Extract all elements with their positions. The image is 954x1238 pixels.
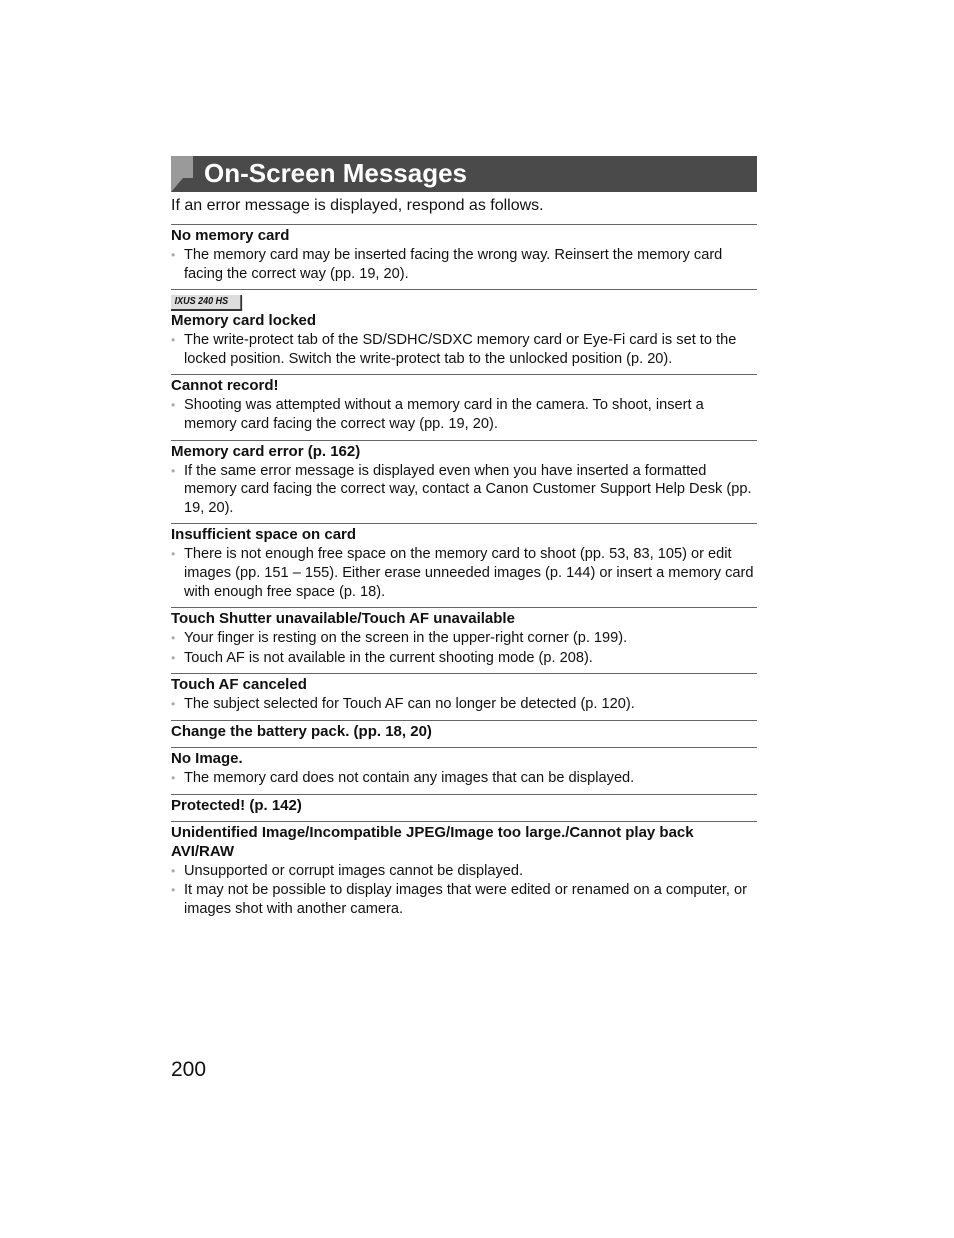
- bullet-item: • The memory card may be inserted facing the wrong way. Reinsert the memory card facing the correct way (pp. 19, 20).: [171, 246, 757, 283]
- bullet-item: • The subject selected for Touch AF can no longer be detected (p. 120).: [171, 695, 757, 714]
- bullet-item: • Unsupported or corrupt images cannot be displayed.: [171, 862, 757, 881]
- bullet-item: • Shooting was attempted without a memory card in the camera. To shoot, insert a memory card facing the correct way (pp. 19, 20).: [171, 396, 757, 433]
- message-title: Protected! (p. 142): [171, 796, 302, 814]
- message-title: Touch Shutter unavailable/Touch AF unavailable: [171, 610, 515, 628]
- message-section: [171, 374, 757, 439]
- message-section: [171, 747, 757, 794]
- bullet-item: • The write-protect tab of the SD/SDHC/SDXC memory card or Eye-Fi card is set to the locked position. Switch the write-protect tab to the unlocked position (p. 20).: [171, 331, 757, 368]
- message-title: No Image.: [171, 749, 243, 767]
- message-title: Memory card locked: [171, 312, 317, 330]
- message-section: [171, 720, 757, 747]
- intro-text: If an error message is displayed, respond as follows.: [171, 197, 544, 214]
- bullet-item: • Touch AF is not available in the current shooting mode (p. 208).: [171, 649, 757, 668]
- message-section: [171, 794, 757, 821]
- message-list: [171, 224, 757, 924]
- bullet-item: • The memory card does not contain any images that can be displayed.: [171, 769, 757, 788]
- message-title: Insufficient space on card: [171, 526, 357, 544]
- bullet-item: • There is not enough free space on the memory card to shoot (pp. 53, 83, 105) or edit images (pp. 151 – 155). Either erase unneeded images (p. 144) or insert a memory card with enough free space (p. 18).: [171, 545, 757, 601]
- message-title: Cannot record!: [171, 377, 279, 395]
- bullet-item: • If the same error message is displayed even when you have inserted a formatted memory card facing the correct way, contact a Canon Customer Support Help Desk (pp. 19, 20).: [171, 462, 757, 518]
- message-section: [171, 224, 757, 289]
- message-section: [171, 607, 757, 673]
- page-title: On-Screen Messages: [204, 158, 468, 188]
- message-section: [171, 821, 757, 925]
- model-badge: IXUS 240 HS: [171, 295, 243, 311]
- page-number: 200: [171, 1058, 207, 1081]
- message-title: Memory card error (p. 162): [171, 442, 361, 460]
- message-title: Change the battery pack. (pp. 18, 20): [171, 722, 432, 740]
- message-section: [171, 289, 757, 374]
- message-section: [171, 440, 757, 524]
- message-title: No memory card: [171, 227, 290, 244]
- header-square-icon: [171, 156, 193, 178]
- section-header: [171, 156, 757, 192]
- bullet-item: • It may not be possible to display images that were edited or renamed on a computer, or images shot with another camera.: [171, 881, 757, 918]
- message-title: Unidentified Image/Incompatible JPEG/Image too large./Cannot play back AVI/RAW: [171, 823, 694, 860]
- message-section: [171, 523, 757, 607]
- bullet-item: • Your finger is resting on the screen in the upper-right corner (p. 199).: [171, 629, 757, 648]
- message-section: [171, 673, 757, 720]
- message-title: Touch AF canceled: [171, 676, 307, 694]
